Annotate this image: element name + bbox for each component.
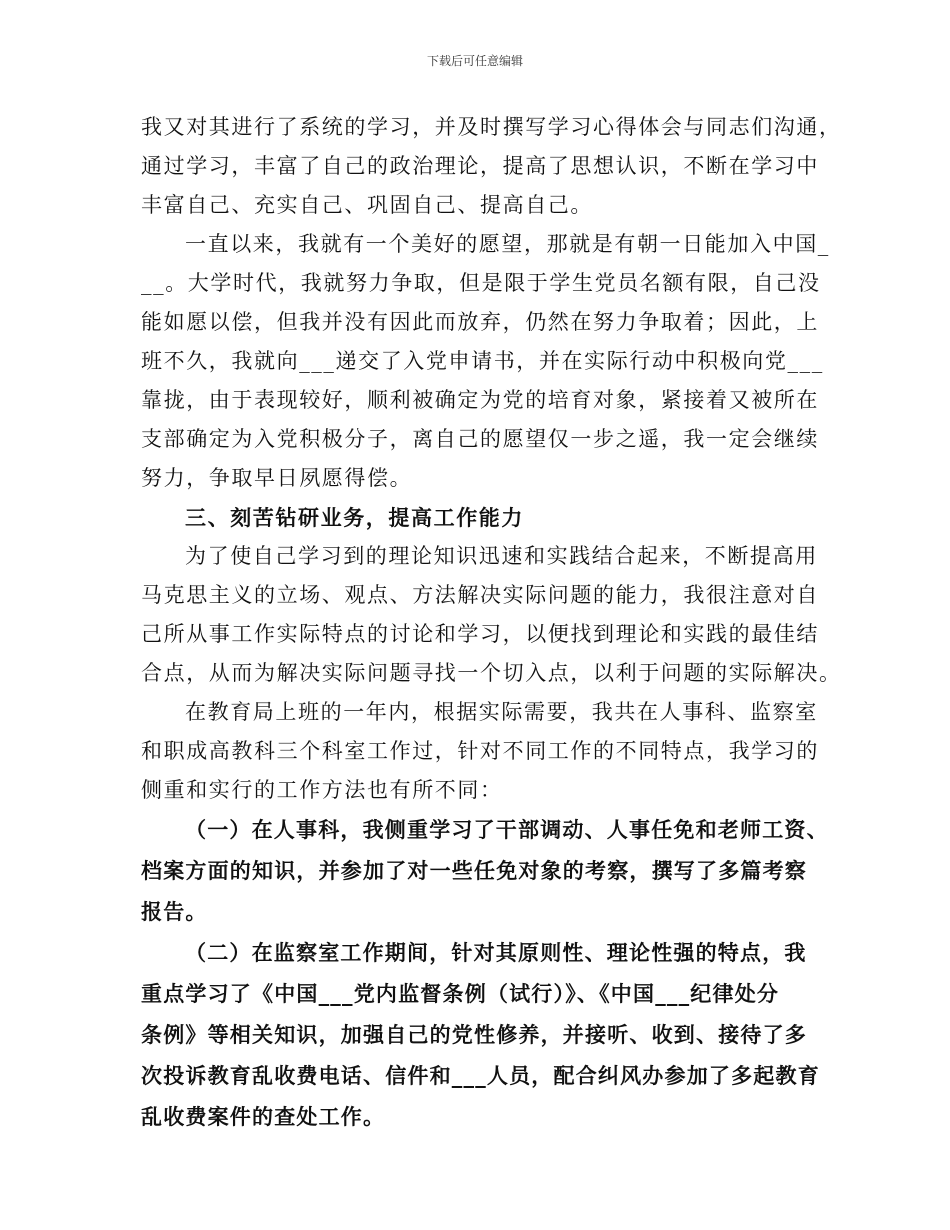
page-header: 下载后可任意编辑 <box>426 54 523 68</box>
bold-text-line: 条例》等相关知识，加强自己的党性修养，并接听、收到、接待了多 <box>141 1023 807 1047</box>
text-line: 班不久，我就向___递交了入党申请书，并在实际行动中积极向党___ <box>141 349 824 373</box>
text-line: __。大学时代，我就努力争取，但是限于学生党员名额有限，自己没 <box>141 271 821 295</box>
bold-text-line: 重点学习了《中国___党内监督条例（试行）》、《中国___纪律处分 <box>141 982 780 1006</box>
bold-text-line: 档案方面的知识，并参加了对一些任免对象的考察，撰写了多篇考察 <box>141 859 807 883</box>
text-line: 马克思主义的立场、观点、方法解决实际问题的能力，我很注意对自 <box>141 583 819 607</box>
text-line: 己所从事工作实际特点的讨论和学习，以便找到理论和实践的最佳结 <box>141 622 819 646</box>
paragraph-start: 在教育局上班的一年内，根据实际需要，我共在人事科、监察室 <box>185 700 818 724</box>
text-line: 合点，从而为解决实际问题寻找一个切入点，以利于问题的实际解决。 <box>141 661 842 685</box>
text-line: 能如愿以偿，但我并没有因此而放弃，仍然在努力争取着；因此，上 <box>141 310 819 334</box>
text-line: 通过学习，丰富了自己的政治理论，提高了思想认识，不断在学习中 <box>141 154 819 178</box>
bold-text-line: 报告。 <box>141 900 208 924</box>
bold-paragraph-start: （一）在人事科，我侧重学习了干部调动、人事任免和老师工资、 <box>185 818 829 842</box>
text-line: 努力，争取早日夙愿得偿。 <box>141 466 413 490</box>
section-heading: 三、刻苦钻研业务，提高工作能力 <box>185 505 524 530</box>
bold-text-line: 乱收费案件的查处工作。 <box>141 1105 386 1129</box>
text-line: 我又对其进行了系统的学习，并及时撰写学习心得体会与同志们沟通， <box>141 115 842 139</box>
paragraph-start: 为了使自己学习到的理论知识迅速和实践结合起来，不断提高用 <box>185 544 818 568</box>
bold-paragraph-start: （二）在监察室工作期间，针对其原则性、理论性强的特点，我 <box>185 941 807 965</box>
bold-text-line: 次投诉教育乱收费电话、信件和___人员，配合纠风办参加了多起教育 <box>141 1064 820 1088</box>
paragraph-start: 一直以来，我就有一个美好的愿望，那就是有朝一日能加入中国_ <box>185 232 830 256</box>
text-line: 支部确定为入党积极分子，离自己的愿望仅一步之遥，我一定会继续 <box>141 427 819 451</box>
text-line: 和职成高教科三个科室工作过，针对不同工作的不同特点，我学习的 <box>141 739 819 763</box>
document-body <box>141 108 842 1138</box>
text-line: 侧重和实行的工作方法也有所不同： <box>141 778 503 802</box>
text-line: 丰富自己、充实自己、巩固自己、提高自己。 <box>141 193 593 217</box>
text-line: 靠拢，由于表现较好，顺利被确定为党的培育对象，紧接着又被所在 <box>141 388 819 412</box>
